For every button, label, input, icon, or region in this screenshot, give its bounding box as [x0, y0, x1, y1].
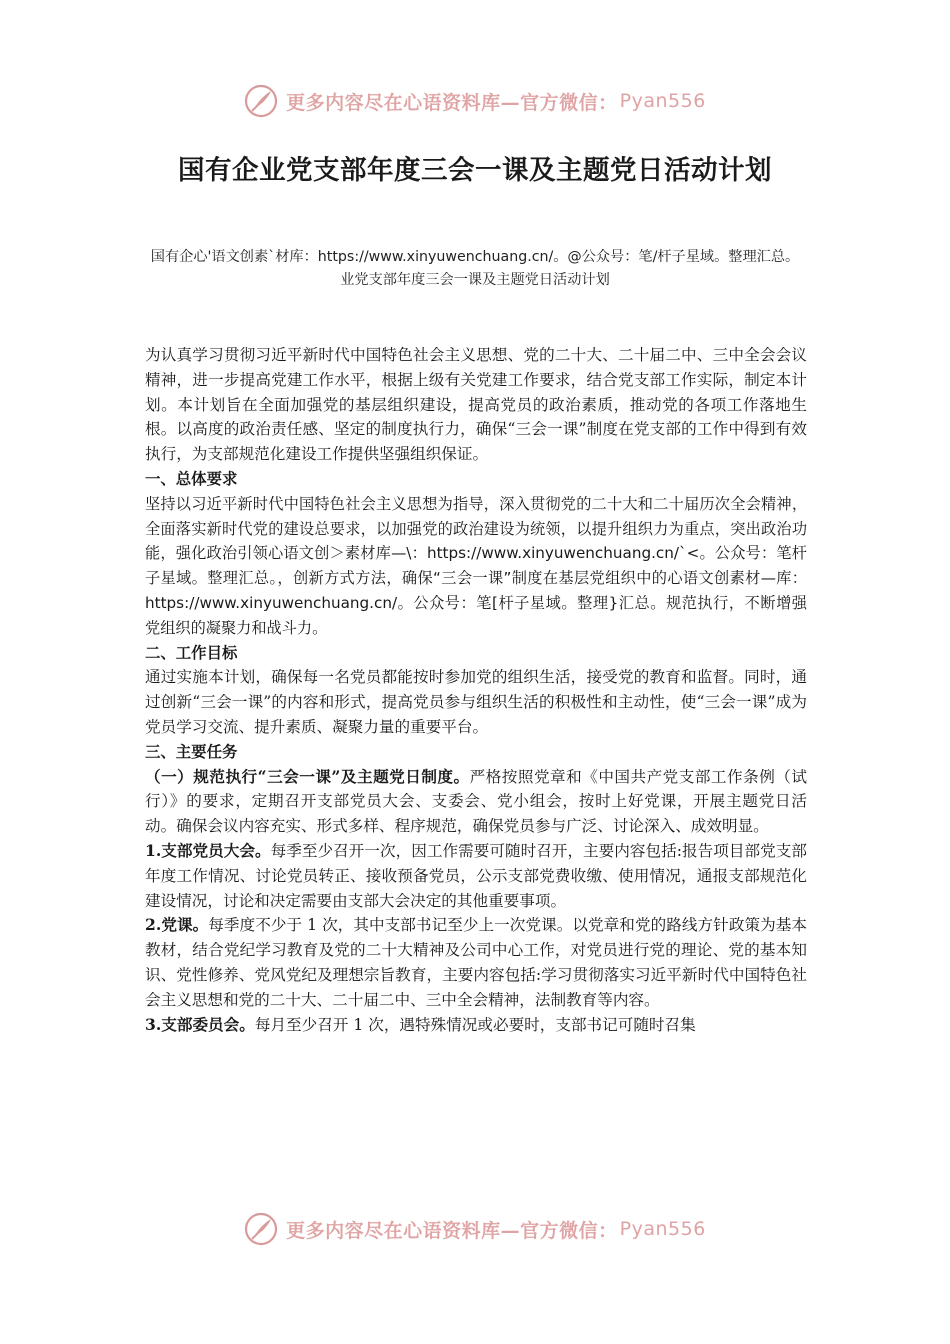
section-heading-2: 二、工作目标 [145, 643, 238, 662]
section-heading-3: 三、主要任务 [145, 742, 238, 761]
section-heading-1: 一、总体要求 [145, 469, 238, 488]
quill-logo-icon [244, 1212, 278, 1246]
section-body-1: 坚持以习近平新时代中国特色社会主义思想为指导，深入贯彻党的二十大和二十届历次全会精神，全面落实新时代党的建设总要求，以加强党的政治建设为统领，以提升组织力为重点，突出政治功能，强化政治引领心语文创＞素材库—\：https://www.xinyuwenchuang.cn/`<。公众号：笔杆子星域。整理汇总。，创新方式方法，确保“三会一课”制度在基层党组织中的心语文创素材—库：https://www.xinyuwenchuang.cn/。公众号：笔[杆子星域。整理}汇总。规范执行，不断增强党组织的凝聚力和战斗力。 [145, 494, 807, 637]
document-title: 国有企业党支部年度三会一课及主题党日活动计划 [178, 155, 772, 186]
watermark-handle: Pyan556 [619, 90, 706, 112]
item-1-lead: 1.支部党员大会。 [145, 840, 271, 860]
item-1-body: 每季至少召开一次，因工作需要可随时召开，主要内容包括:报告项目部党支部年度工作情况、讨论党员转正、接收预备党员，公示支部党费收缴、使用情况，通报支部规范化建设情况，讨论和决定需要由支部大会决定的其他重要事项。 [145, 841, 807, 910]
quill-logo-icon [244, 84, 278, 118]
watermark-text: 更多内容尽在心语资料库—官方微信： [286, 91, 618, 114]
watermark-handle: Pyan556 [619, 1218, 706, 1240]
watermark-header [0, 84, 950, 118]
task-1-lead: （一）规范执行“三会一课”及主题党日制度。 [145, 766, 470, 786]
item-2-lead: 2.党课。 [145, 915, 209, 935]
intro-paragraph: 为认真学习贯彻习近平新时代中国特色社会主义思想、党的二十大、二十届二中、三中全会会议精神，进一步提高党建工作水平，根据上级有关党建工作要求，结合党支部工作实际，制定本计划。本计划旨在全面加强党的基层组织建设，提高党员的政治素质，推动党的各项工作落地生根。以高度的政治责任感、坚定的制度执行力，确保“三会一课”制度在党支部的工作中得到有效执行，为支部规范化建设工作提供坚强组织保证。 [145, 346, 807, 464]
watermark-text: 更多内容尽在心语资料库—官方微信： [286, 1219, 618, 1242]
document-body [145, 343, 807, 1037]
task-1-paragraph [145, 765, 807, 839]
watermark-footer [0, 1212, 950, 1246]
section-body-2: 通过实施本计划，确保每一名党员都能按时参加党的组织生活，接受党的教育和监督。同时，通过创新“三会一课”的内容和形式，提高党员参与组织生活的积极性和主动性，使“三会一课”成为党员学习交流、提升素质、凝聚力量的重要平台。 [145, 668, 807, 736]
item-1-paragraph [145, 839, 807, 913]
task-1-body: 严格按照党章和《中国共产党支部工作条例（试行）》的要求，定期召开支部党员大会、支委会、党小组会，按时上好党课，开展主题党日活动。确保会议内容充实、形式多样、程序规范，确保党员参与广泛、讨论深入、成效明显。 [145, 767, 807, 836]
item-3-lead: 3.支部委员会。 [145, 1014, 255, 1034]
item-2-paragraph [145, 913, 807, 1012]
item-2-body: 每季度不少于 1 次，其中支部书记至少上一次党课。以党章和党的路线方针政策为基本教材，结合党纪学习教育及党的二十大精神及公司中心工作，对党员进行党的理论、党的基本知识、党性修养、党风党纪及理想宗旨教育，主要内容包括:学习贯彻落实习近平新时代中国特色社会主义思想和党的二十大、二十届二中、三中全会精神，法制教育等内容。 [145, 916, 807, 1009]
document-subtitle: 国有企心'语文创素`材库：https://www.xinyuwenchuang.cn/。@公众号：笔/杆子星域。整理汇总。业党支部年度三会一课及主题党日活动计划 [150, 249, 800, 288]
item-3-body: 每月至少召开 1 次，遇特殊情况或必要时，支部书记可随时召集 [254, 1015, 696, 1034]
item-3-paragraph [145, 1013, 807, 1038]
